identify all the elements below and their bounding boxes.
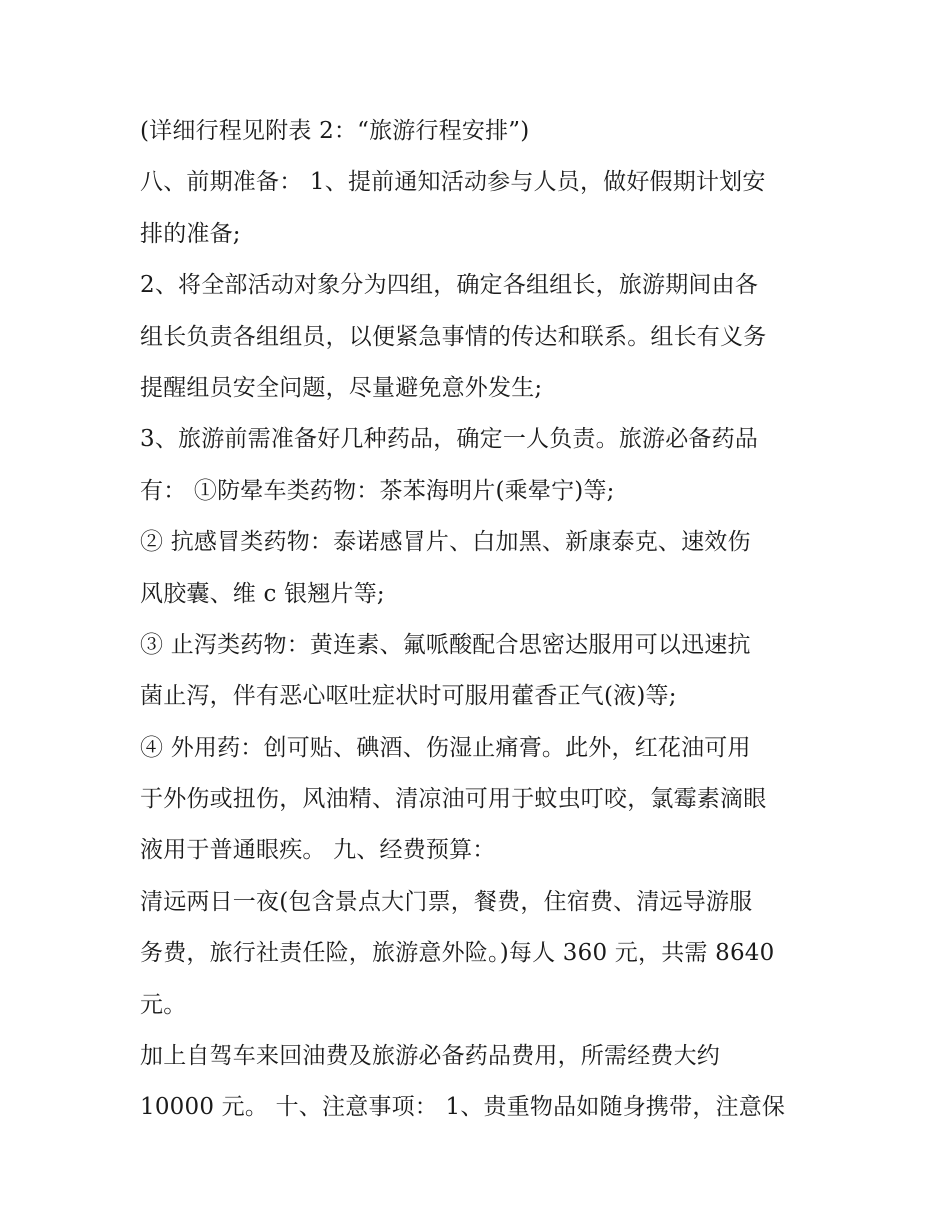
text-line: 排的准备; [140,220,241,247]
text-line: 清远两日一夜(包含景点大门票，餐费，住宿费、清远导游服 [140,888,753,915]
text-line: 务费，旅行社责任险，旅游意外险。)每人 360 元，共需 8640 [140,940,775,967]
body-text [140,106,820,1134]
text-line: 提醒组员安全问题，尽量避免意外发生; [140,374,543,401]
text-line: 有： ①防晕车类药物：茶苯海明片(乘晕宁)等; [140,477,615,504]
text-line: ③ 止泻类药物：黄连素、氟哌酸配合思密达服用可以迅速抗 [140,631,751,658]
text-line: 元。 [140,991,187,1018]
text-line: ② 抗感冒类药物：泰诺感冒片、白加黑、新康泰克、速效伤 [140,529,751,556]
text-line: ④ 外用药：创可贴、碘酒、伤湿止痛膏。此外，红花油可用 [140,734,751,761]
section-10-heading-line: 10000 元。 十、注意事项： 1、贵重物品如随身携带，注意保 [140,1094,786,1121]
section-9-heading-line: 液用于普通眼疾。 九、经费预算： [140,837,496,864]
text-line: 组长负责各组组员，以便紧急事情的传达和联系。组长有义务 [140,323,767,350]
itinerary-reference-line: (详细行程见附表 2：“旅游行程安排”) [140,118,530,144]
text-line: 2、将全部活动对象分为四组，确定各组组长，旅游期间由各 [140,272,759,299]
text-line: 风胶囊、维 c 银翘片等; [140,580,385,607]
text-line: 加上自驾车来回油费及旅游必备药品费用，所需经费大约 [140,1043,720,1070]
text-line: 菌止泻，伴有恶心呕吐症状时可服用藿香正气(液)等; [140,683,677,710]
text-line: 3、旅游前需准备好几种药品，确定一人负责。旅游必备药品 [140,426,759,453]
section-8-heading-line: 八、前期准备： 1、提前通知活动参与人员，做好假期计划安 [140,169,766,196]
text-line: 于外伤或扭伤，风油精、清凉油可用于蚊虫叮咬，氯霉素滴眼 [140,786,767,813]
